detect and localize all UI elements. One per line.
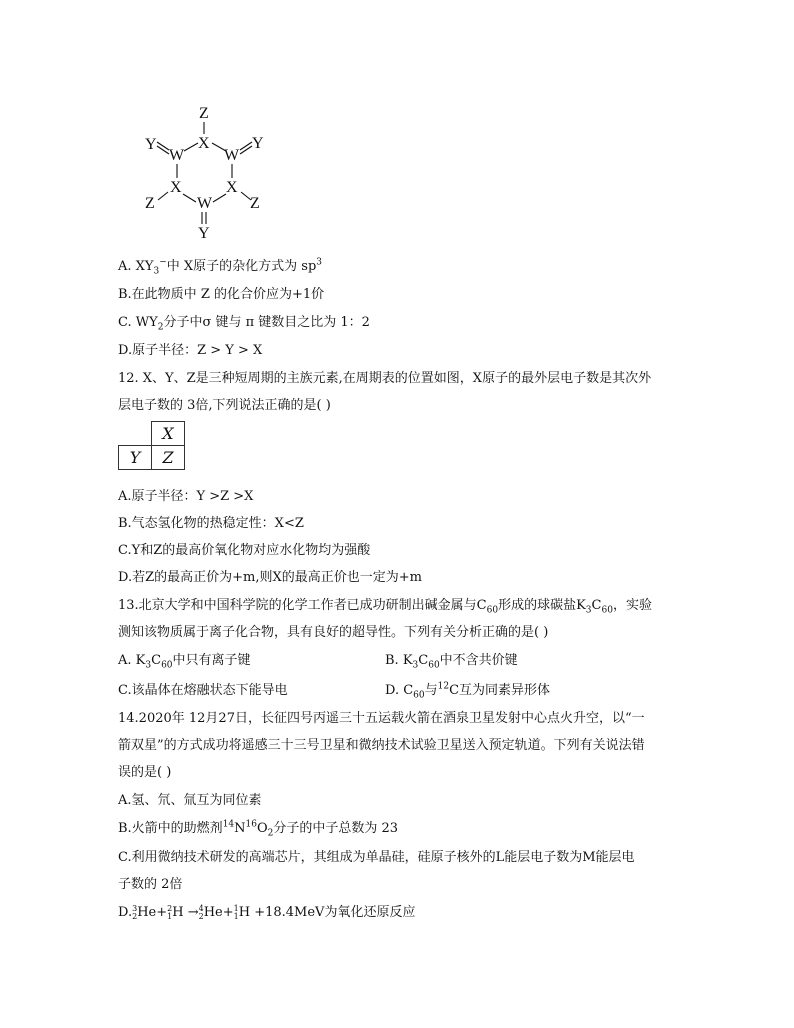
q12-option-b: B.气态氢化物的热稳定性：X<Z — [118, 516, 304, 531]
cell-x: X — [152, 422, 185, 446]
text: O — [256, 821, 268, 836]
text: B. K — [385, 653, 413, 668]
sub: 3 — [585, 605, 592, 616]
q12-stem-line2: 层电子数的 3倍,下列说法正确的是( ) — [118, 398, 331, 413]
molecule-structure — [140, 98, 300, 248]
atom-z-right: Z — [250, 195, 260, 212]
sup: 3 — [132, 903, 138, 913]
sup: 1 — [233, 903, 239, 913]
text: H — [172, 905, 184, 920]
text: C互为同素异形体 — [449, 683, 551, 698]
sup: 12 — [437, 681, 450, 692]
text: He — [203, 905, 223, 920]
sub: 1 — [167, 911, 173, 921]
text: 中不含共价键 — [439, 653, 518, 668]
text: 为氧化还原反应 — [324, 905, 416, 920]
sup: 3 — [316, 257, 323, 268]
q13-option-c: C.该晶体在熔融状态下能导电 — [118, 683, 288, 698]
q13-stem-line1 — [118, 597, 652, 615]
text: + — [156, 905, 168, 920]
sub: 2 — [267, 828, 274, 839]
text: C — [418, 653, 429, 668]
sub: 2 — [198, 911, 204, 921]
sub: 3 — [412, 660, 419, 671]
text: N — [234, 821, 246, 836]
text: 中只有离子键 — [172, 653, 251, 668]
text: 中 X原子的杂化方式为 sp — [166, 259, 317, 274]
sub: 60 — [486, 605, 499, 616]
text: He — [137, 905, 157, 920]
text: 分子中σ 键与 π 键数目之比为 1：2 — [163, 315, 370, 330]
sup: − — [159, 257, 167, 268]
periodic-table-fragment — [118, 421, 185, 470]
q11-option-c — [118, 314, 370, 332]
q12-stem-line1: 12. X、Y、Z是三种短周期的主族元素,在周期表的位置如图，X原子的最外层电子数是其次外 — [118, 371, 652, 386]
q13-option-b — [385, 652, 518, 670]
sub: 3 — [153, 266, 160, 277]
text: C — [151, 653, 162, 668]
atom-z-left: Z — [145, 195, 155, 212]
sub: 2 — [157, 322, 164, 333]
q14-option-b — [118, 820, 398, 838]
text: A. K — [118, 653, 146, 668]
sub: 2 — [132, 911, 138, 921]
text: B.火箭中的助燃剂 — [118, 821, 223, 836]
q11-option-a — [118, 258, 322, 276]
q13-option-a — [118, 652, 251, 670]
text: + — [222, 905, 234, 920]
text: C. WY — [118, 315, 158, 330]
text: H — [238, 905, 251, 920]
text: 与 — [424, 683, 438, 698]
sub: 60 — [161, 660, 173, 671]
text: +18.4MeV — [254, 905, 325, 920]
text: → — [187, 905, 199, 920]
q13-stem-line2: 测知该物质属于离子化合物，具有良好的超导性。下列有关分析正确的是( ) — [118, 625, 549, 640]
text: 形成的球碳盐K — [498, 598, 586, 613]
sub: 1 — [233, 911, 239, 921]
cell-y: Y — [119, 446, 152, 470]
q14-option-c-line2: 子数的 2倍 — [118, 877, 183, 892]
text: A. XY — [118, 259, 154, 274]
atom-w-left: W — [169, 147, 185, 164]
text: 13.北京大学和中国科学院的化学工作者已成功研制出碱金属与C — [118, 598, 487, 613]
q14-option-d — [118, 904, 415, 922]
q14-stem-line3: 误的是( ) — [118, 765, 172, 780]
text: ，实验 — [612, 598, 652, 613]
q12-option-c: C.Y和Z的最高价氧化物对应水化物均为强酸 — [118, 543, 371, 558]
q11-option-d: D.原子半径：Z > Y > X — [118, 343, 263, 358]
atom-y-right: Y — [252, 135, 264, 152]
atom-y-left: Y — [145, 136, 157, 153]
atom-x-right: X — [226, 179, 238, 196]
atom-w-bottom: W — [197, 195, 213, 212]
text: C — [591, 598, 602, 613]
sup: 14 — [222, 819, 235, 830]
sup: 16 — [245, 819, 257, 830]
q14-stem-line1: 14.2020年 12月27日，长征四号丙遥三十五运载火箭在酒泉卫星发射中心点火升空，以“一 — [118, 711, 645, 726]
sub: 60 — [413, 690, 425, 701]
q13-option-d — [385, 682, 550, 700]
sub: 3 — [145, 660, 152, 671]
text: D. — [118, 905, 133, 920]
sub: 60 — [428, 660, 440, 671]
sub: 60 — [601, 605, 613, 616]
q11-option-b: B.在此物质中 Z 的化合价应为+1价 — [118, 287, 325, 302]
text: D. C — [385, 683, 414, 698]
atom-w-right: W — [224, 147, 240, 164]
atom-y-bottom: Y — [198, 225, 210, 242]
text: 分子的中子总数为 23 — [273, 821, 399, 836]
q14-option-a: A.氢、氘、氚互为同位素 — [118, 793, 262, 808]
q12-option-d: D.若Z的最高正价为+m,则X的最高正价也一定为+m — [118, 570, 422, 585]
empty-cell — [119, 422, 152, 446]
q12-option-a: A.原子半径：Y >Z >X — [118, 489, 254, 504]
q14-option-c-line1: C.利用微纳技术研发的高端芯片，其组成为单晶硅，硅原子核外的L能层电子数为M能层电 — [118, 850, 635, 865]
sup: 2 — [167, 903, 173, 913]
sup: 4 — [198, 903, 204, 913]
cell-z: Z — [152, 446, 185, 470]
atom-x-left: X — [170, 179, 182, 196]
atom-z-top: Z — [199, 105, 209, 122]
atom-x-top: X — [198, 135, 210, 152]
q14-stem-line2: 箭双星”的方式成功将遥感三十三号卫星和微纳技术试验卫星送入预定轨道。下列有关说法错 — [118, 738, 645, 753]
